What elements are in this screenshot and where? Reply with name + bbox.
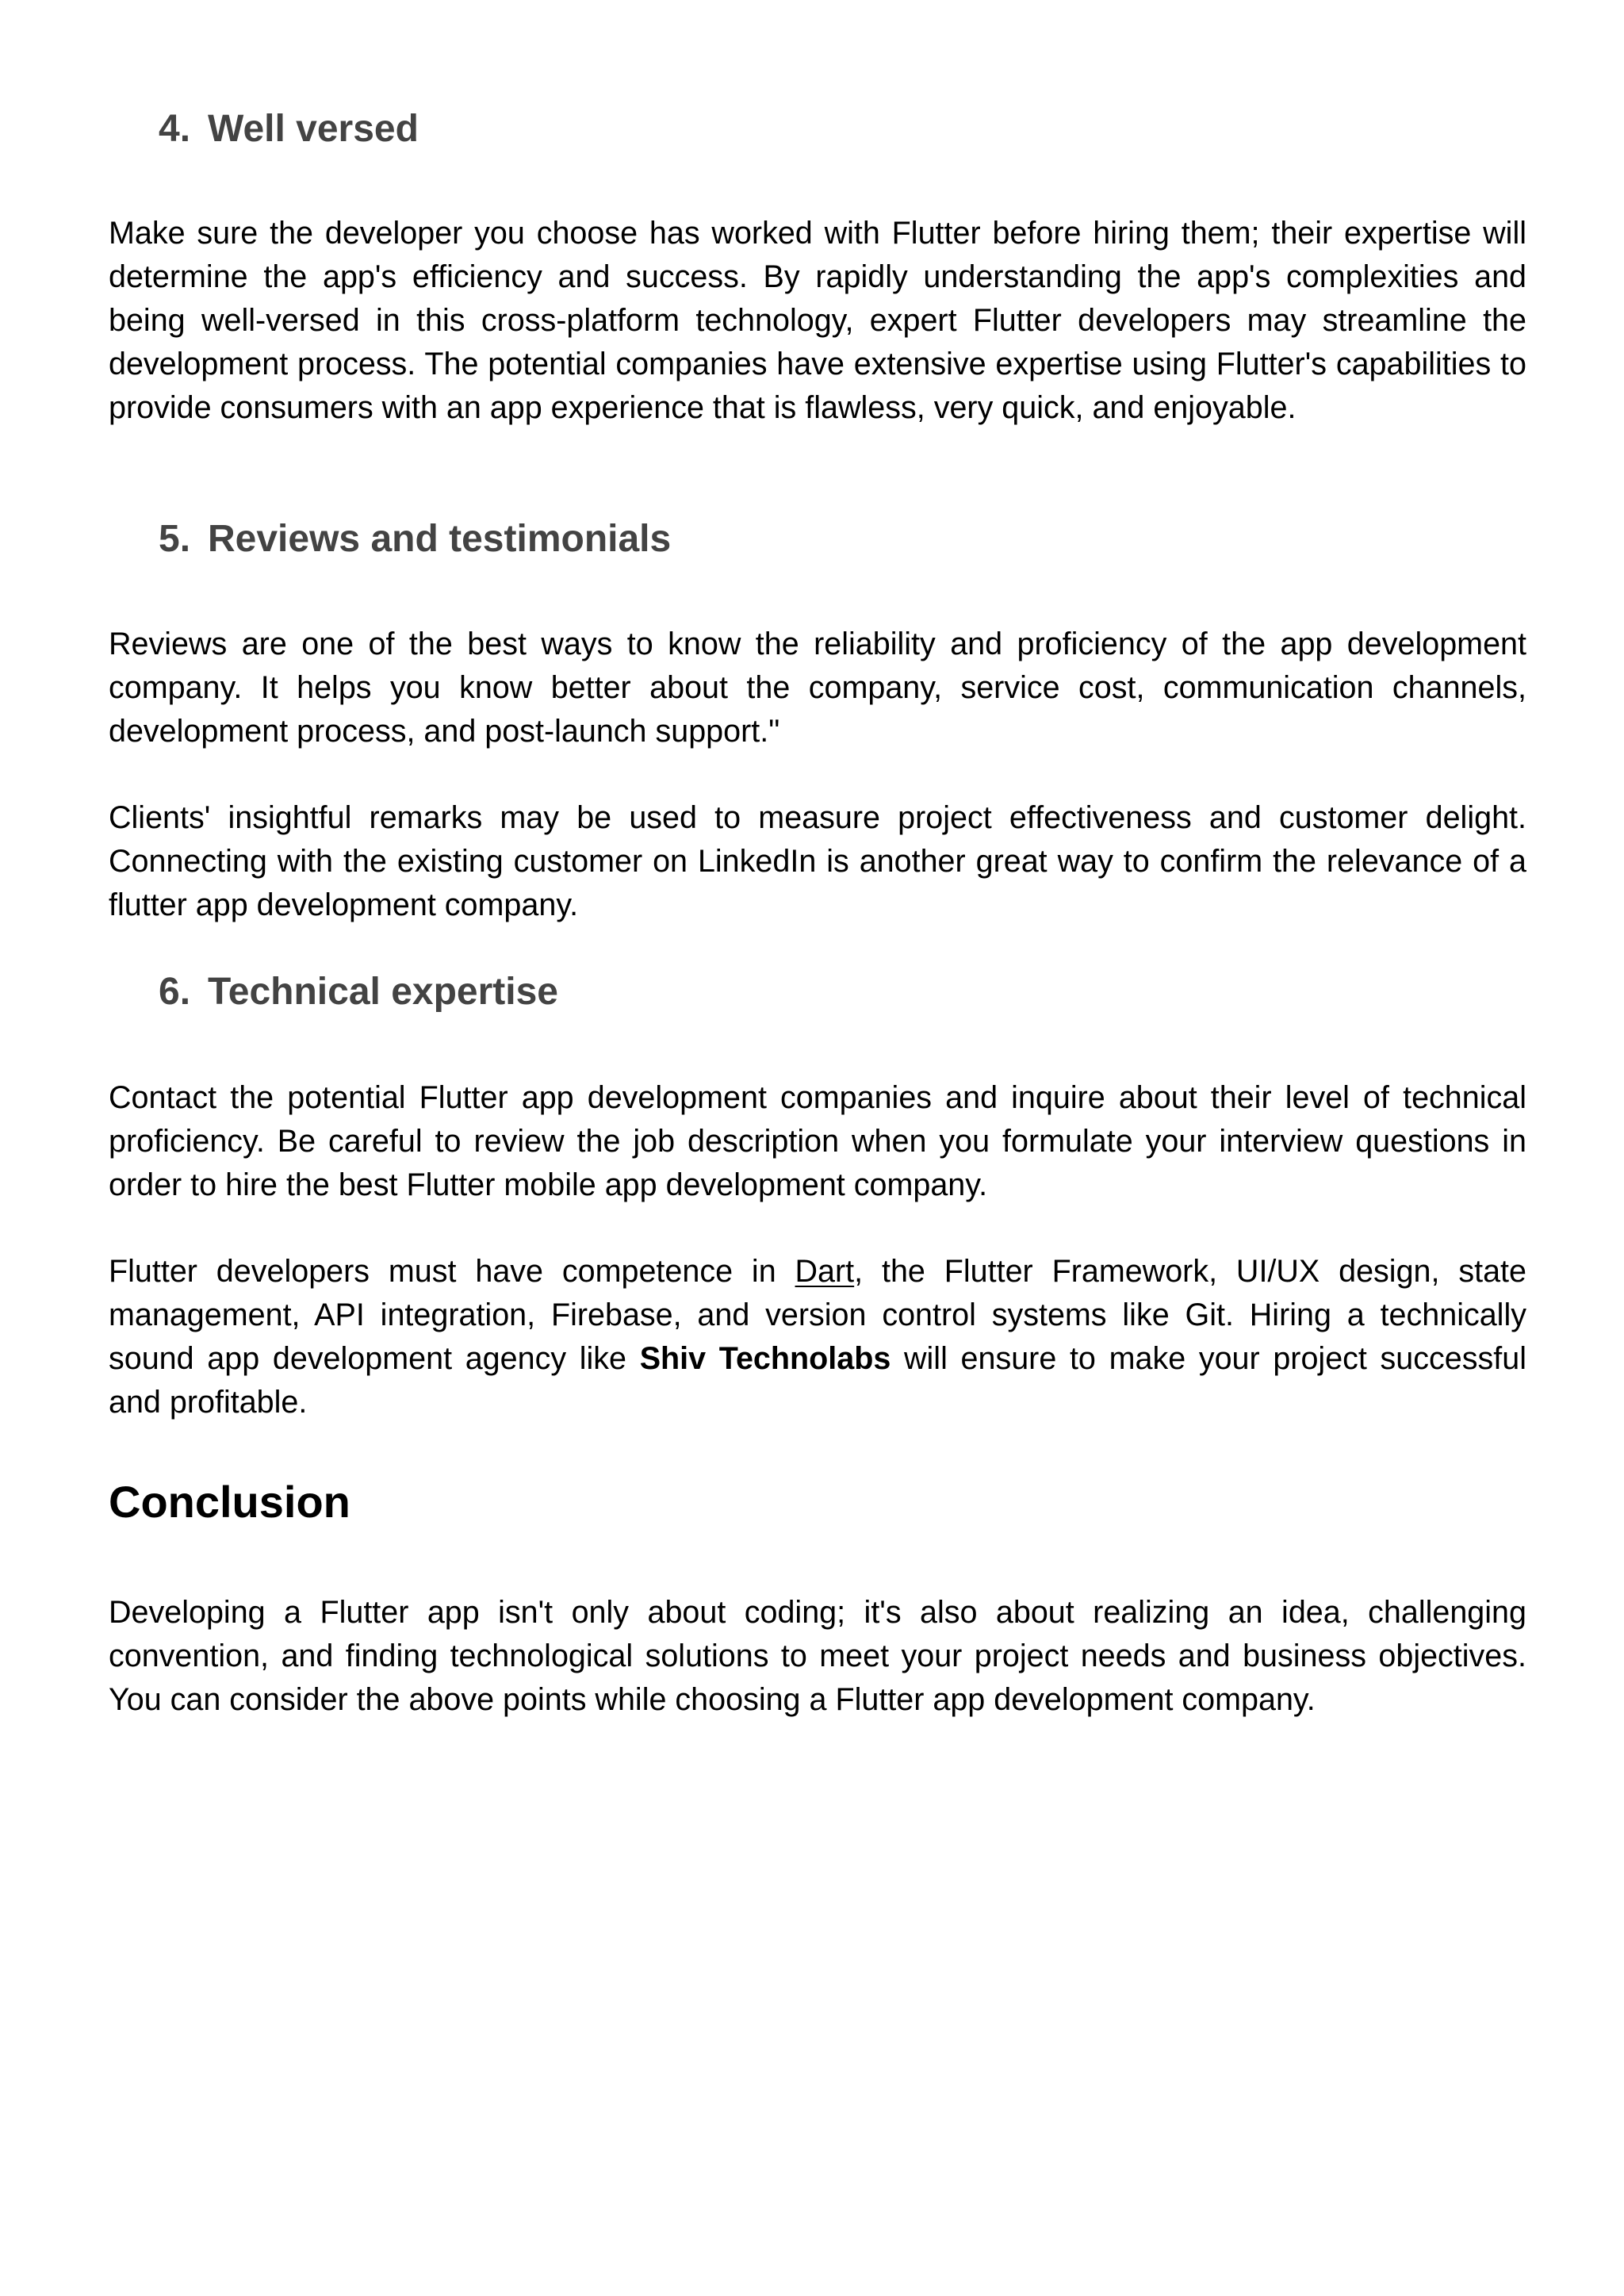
paragraph-reviews-2: Clients' insightful remarks may be used to measure project effectiveness and customer delight. Connecting with the existing customer on LinkedIn is another great way to confirm the relevance of a flutter app development company. bbox=[109, 800, 1526, 922]
paragraph-technical-1: Contact the potential Flutter app development companies and inquire about their level of technical proficiency. Be careful to review the job description when you formulate your interview questions in order to hire the best Flutter mobile app development company. bbox=[109, 1080, 1526, 1202]
paragraph-text: will ensure to make your project successful and profitable. bbox=[109, 1341, 1526, 1420]
conclusion-heading: Conclusion bbox=[109, 1477, 350, 1527]
section-number: 5. bbox=[159, 518, 191, 560]
section-number: 6. bbox=[159, 971, 191, 1013]
section-heading-reviews bbox=[159, 517, 671, 562]
dart-link[interactable]: Dart bbox=[795, 1254, 855, 1289]
section-number: 4. bbox=[159, 108, 191, 150]
paragraph-well-versed: Make sure the developer you choose has worked with Flutter before hiring them; their expertise will determine the app's efficiency and success. By rapidly understanding the app's complexities and being well-versed in this cross-platform technology, expert Flutter developers may streamline the development process. The potential companies have extensive expertise using Flutter's capabilities to provide consumers with an app experience that is flawless, very quick, and enjoyable. bbox=[109, 216, 1526, 425]
section-title: Reviews and testimonials bbox=[208, 518, 672, 560]
paragraph-text: , the Flutter Framework, UI/UX design, state management, API integration, Firebase, and version control systems like Git. Hiring a technically sound app development agency like bbox=[109, 1254, 1526, 1376]
section-title: Well versed bbox=[208, 108, 419, 150]
paragraph-text: Flutter developers must have competence in bbox=[109, 1254, 795, 1289]
company-name-bold: Shiv Technolabs bbox=[639, 1341, 891, 1376]
section-heading-well-versed bbox=[159, 107, 419, 151]
paragraph-reviews-1: Reviews are one of the best ways to know the reliability and proficiency of the app development company. It helps you know better about the company, service cost, communication channels, development process, and post-launch support." bbox=[109, 627, 1526, 749]
section-title: Technical expertise bbox=[208, 971, 558, 1013]
paragraph-conclusion: Developing a Flutter app isn't only about coding; it's also about realizing an idea, challenging convention, and finding technological solutions to meet your project needs and business objectives. You can consider the above points while choosing a Flutter app development company. bbox=[109, 1595, 1526, 1717]
paragraph-technical-2 bbox=[109, 1250, 1526, 1424]
section-heading-technical-expertise bbox=[159, 970, 558, 1014]
